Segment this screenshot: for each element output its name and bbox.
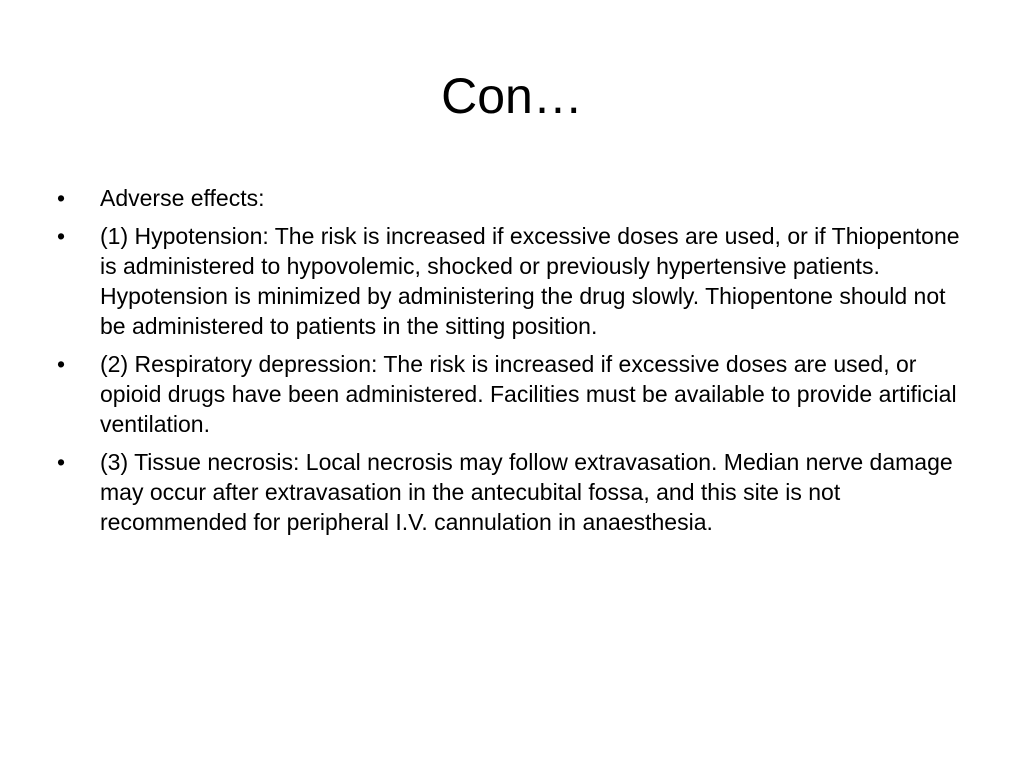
bullet-text: (3) Tissue necrosis: Local necrosis may follow extravasation. Median nerve damage may occur after extravasation in the antecubital fossa, and this site is not recommended for peripheral I.V. cannulation in anaesthesia. (100, 449, 953, 535)
bullet-dot-icon: • (57, 449, 66, 475)
bullet-item-hypotension (57, 221, 977, 341)
bullet-text: (2) Respiratory depression: The risk is increased if excessive doses are used, or opioid drugs have been administered. Facilities must be available to provide artificial ventilation. (100, 351, 957, 437)
slide-title: Con… (441, 68, 583, 124)
bullet-dot-icon: • (57, 223, 66, 249)
bullet-text: (1) Hypotension: The risk is increased if excessive doses are used, or if Thiopentone is administered to hypovolemic, shocked or previously hypertensive patients. Hypotension is minimized by administering the drug slowly. Thiopentone should not be administered to patients in the sitting position. (100, 223, 960, 339)
bullet-item-adverse-effects (57, 183, 977, 213)
bullet-list (57, 183, 977, 545)
bullet-dot-icon: • (57, 351, 66, 377)
bullet-dot-icon: • (57, 185, 66, 211)
bullet-item-respiratory-depression (57, 349, 977, 439)
bullet-text: Adverse effects: (100, 185, 265, 211)
bullet-item-tissue-necrosis (57, 447, 977, 537)
